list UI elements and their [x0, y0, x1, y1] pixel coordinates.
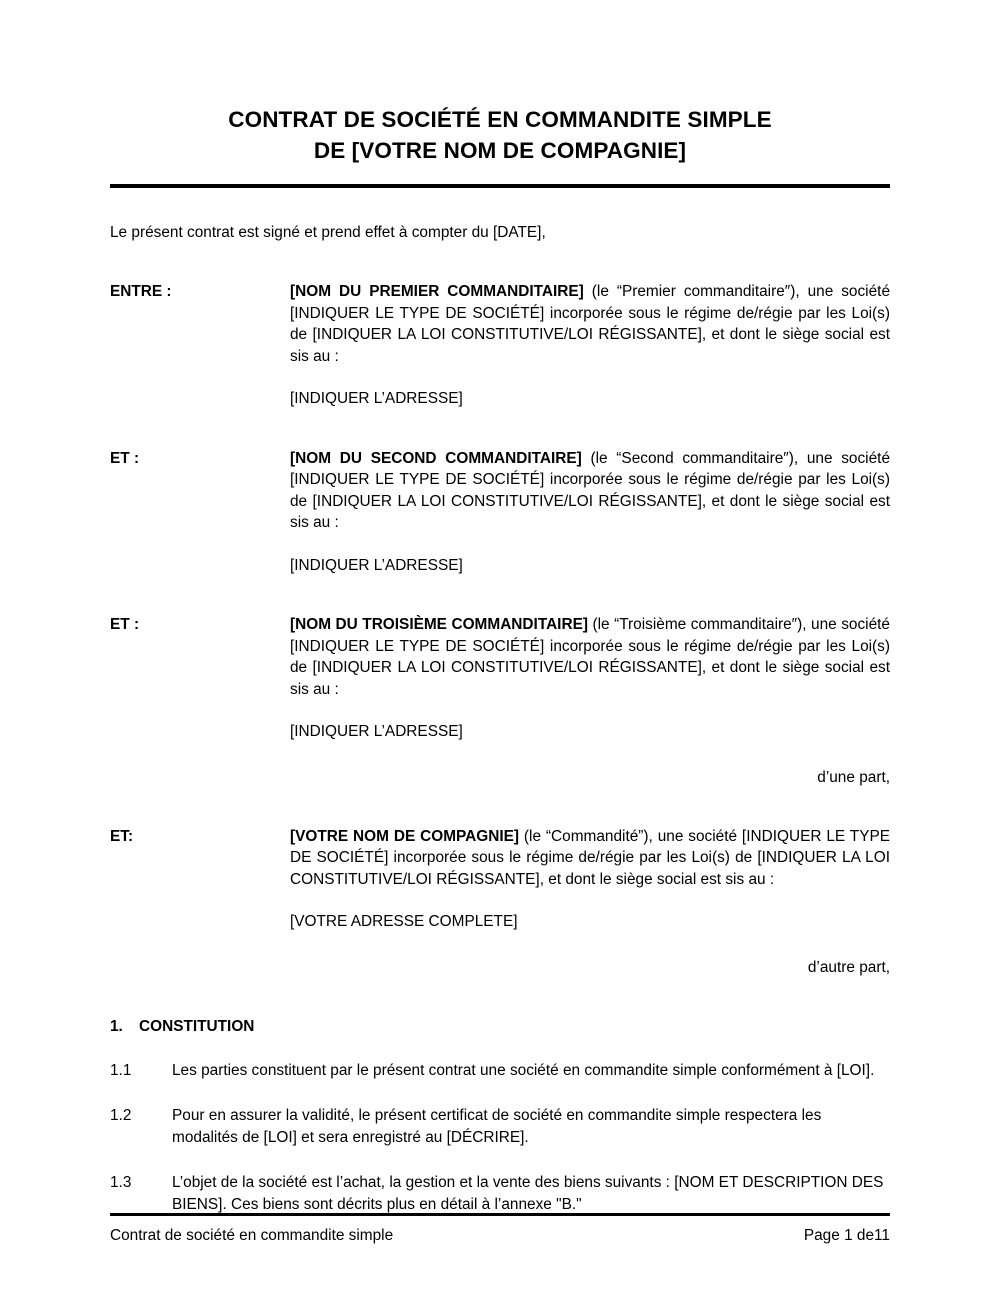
clause-number: 1.1 [110, 1061, 132, 1079]
party-block-general-partner [110, 826, 890, 933]
footer-page-number: Page 1 de11 [803, 1226, 890, 1244]
party-body [290, 281, 890, 410]
intro-paragraph: Le présent contrat est signé et prend effet à compter du [DATE], [110, 224, 546, 241]
footer-row [110, 1225, 890, 1246]
section-number: 1. [110, 1017, 123, 1035]
footer-divider [110, 1213, 890, 1216]
party-name: [VOTRE NOM DE COMPAGNIE] [290, 827, 520, 845]
party-description: (le “Troisième commanditaire″), une société [INDIQUER LE TYPE DE SOCIÉTÉ] incorporée sous le régime de/régie par les Loi(s) de [INDIQUER LA LOI CONSTITUTIVE/LOI RÉGISSANTE], et dont le siège social est sis au : [290, 616, 890, 698]
clause-number: 1.3 [110, 1173, 132, 1191]
document-title-block [110, 0, 890, 188]
party-description: (le “Premier commanditaire″), une société [INDIQUER LE TYPE DE SOCIÉTÉ] incorporée sous le régime de/régie par les Loi(s) de [INDIQUER LA LOI CONSTITUTIVE/LOI RÉGISSANTE], et dont le siège social est sis au : [290, 283, 890, 365]
party-name: [NOM DU TROISIÈME COMMANDITAIRE] [290, 616, 588, 633]
party-label: ENTRE : [110, 283, 172, 300]
page-title-line-2: DE [VOTRE NOM DE COMPAGNIE] [313, 138, 687, 163]
page-footer [110, 1213, 890, 1246]
party-label: ET: [110, 827, 134, 845]
clause-row [110, 1172, 890, 1216]
clause-text: Pour en assurer la validité, le présent certificat de société en commandite simple respectera les modalités de [LOI] et sera enregistré au [DÉCRIRE]. [172, 1106, 822, 1146]
party-block [110, 281, 890, 410]
clause-text: L’objet de la société est l’achat, la gestion et la vente des biens suivants : [NOM ET DESCRIPTION DES BIENS]. Ces biens sont décrits plus en détail à l’annexe "B." [172, 1173, 884, 1213]
clause-number: 1.2 [110, 1106, 132, 1124]
party-name: [NOM DU SECOND COMMANDITAIRE] [290, 449, 582, 467]
section-heading [110, 1016, 890, 1037]
clause-text: Les parties constituent par le présent contrat une société en commandite simple conformément à [LOI]. [172, 1061, 875, 1079]
party-description: (le “Commandité”), une société [INDIQUER LE TYPE DE SOCIÉTÉ] incorporée sous le régime de/régie par les Loi(s) de [INDIQUER LA LOI CONSTITUTIVE/LOI RÉGISSANTE], et dont le siège social est sis au : [290, 827, 890, 888]
section-title: CONSTITUTION [139, 1017, 255, 1035]
closing-first-part: d’une part, [817, 768, 890, 786]
page-title-line-1: CONTRAT DE SOCIÉTÉ EN COMMANDITE SIMPLE [228, 107, 772, 132]
footer-document-name: Contrat de société en commandite simple [110, 1226, 394, 1244]
party-body [290, 826, 890, 933]
party-address: [INDIQUER L’ADRESSE] [290, 723, 463, 740]
party-address: [INDIQUER L’ADRESSE] [290, 556, 463, 574]
party-body [290, 614, 890, 743]
clause-row [110, 1060, 890, 1082]
closing-second-part: d’autre part, [807, 958, 890, 976]
party-block [110, 614, 890, 743]
party-label: ET : [110, 616, 140, 633]
party-label: ET : [110, 449, 140, 467]
title-divider [110, 184, 890, 188]
document-content [110, 0, 890, 1216]
party-name: [NOM DU PREMIER COMMANDITAIRE] [290, 283, 584, 300]
clause-row [110, 1105, 890, 1149]
party-body [290, 448, 890, 577]
section-constitution [110, 1016, 890, 1216]
party-description: (le “Second commanditaire″), une société [INDIQUER LE TYPE DE SOCIÉTÉ] incorporée sous le régime de/régie par les Loi(s) de [INDIQUER LA LOI CONSTITUTIVE/LOI RÉGISSANTE], et dont le siège social est sis au : [290, 449, 890, 531]
party-address: [VOTRE ADRESSE COMPLETE] [290, 913, 518, 930]
party-block [110, 448, 890, 577]
party-address: [INDIQUER L’ADRESSE] [290, 390, 463, 407]
